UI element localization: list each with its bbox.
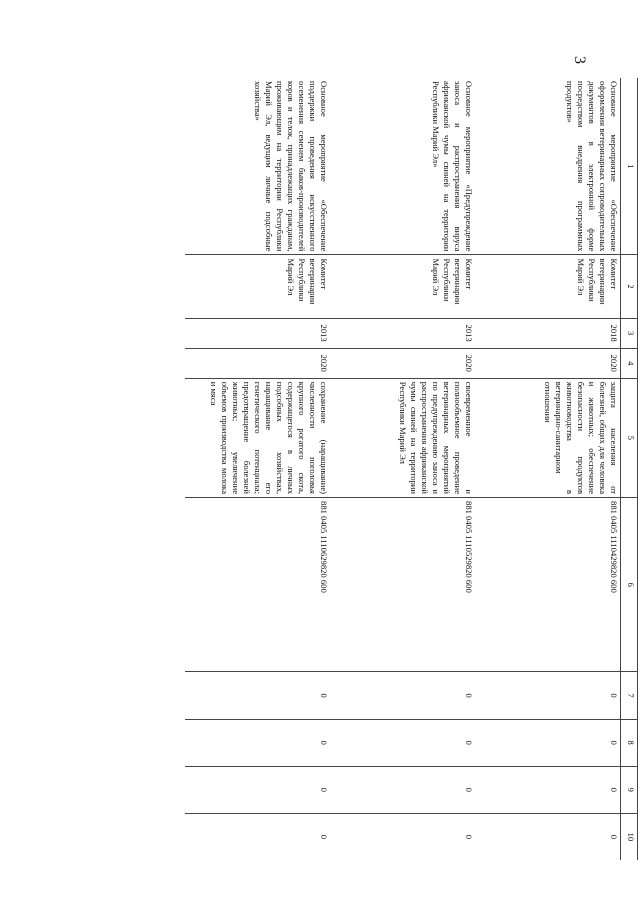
value-col-7: 0 bbox=[185, 672, 330, 719]
header-col-3: 3 bbox=[621, 318, 638, 348]
header-col-2: 2 bbox=[621, 255, 638, 318]
executor: Комитет ветеринарии Республики Марий Эл bbox=[185, 255, 330, 318]
expected-result: сохранение (наращивание) численности поголовья крупного рогатого скота, содержащегося в личных подсобных хозяйствах, наращивание его генетического потенциала; предотвращение болезней животных; увеличение объемов производства молока и мяса bbox=[185, 378, 330, 497]
table-header-row bbox=[621, 78, 638, 860]
executor: Комитет ветеринарии Республики Марий Эл bbox=[475, 255, 621, 318]
value-col-9: 0 bbox=[475, 766, 621, 813]
table-row bbox=[475, 78, 621, 860]
page-number: 3 bbox=[571, 56, 588, 64]
table-row bbox=[330, 78, 475, 860]
start-year: 2013 bbox=[185, 318, 330, 348]
value-col-8: 0 bbox=[330, 719, 475, 766]
value-col-7: 0 bbox=[475, 672, 621, 719]
executor: Комитет ветеринарии Республики Марий Эл bbox=[330, 255, 475, 318]
start-year: 2013 bbox=[330, 318, 475, 348]
activity-name: Основное мероприятие «Обеспечение оформления ветеринарных сопроводительных документов в электронной форме посредством внедрения программных продуктов» bbox=[475, 78, 621, 255]
header-col-5: 5 bbox=[621, 378, 638, 497]
value-col-9: 0 bbox=[185, 766, 330, 813]
header-col-1: 1 bbox=[621, 78, 638, 255]
header-col-9: 9 bbox=[621, 766, 638, 813]
header-col-8: 8 bbox=[621, 719, 638, 766]
table-row bbox=[185, 78, 330, 860]
value-col-9: 0 bbox=[330, 766, 475, 813]
header-col-7: 7 bbox=[621, 672, 638, 719]
activity-name: Основное мероприятие «Предупреждение заноса и распространения вируса африканской чумы свиней на территории Республики Марий Эл» bbox=[330, 78, 475, 255]
value-col-8: 0 bbox=[185, 719, 330, 766]
program-activities-table bbox=[185, 78, 638, 860]
activity-name: Основное мероприятие «Обеспечение поддержки проведения искусственного осеменения семенем быков-производителей коров и телок, принадлежащих гражданам, проживающим на территории Республики Марий Эл, ведущим личные подсобные хозяйства» bbox=[185, 78, 330, 255]
value-col-10: 0 bbox=[609, 834, 619, 840]
budget-code: 881 0405 1110529820 600 bbox=[330, 498, 475, 672]
end-year: 2020 bbox=[185, 348, 330, 378]
value-col-7: 0 bbox=[330, 672, 475, 719]
end-year: 2020 bbox=[330, 348, 475, 378]
value-col-10: 0 bbox=[464, 834, 474, 840]
budget-code: 881 0405 1110429820 600 bbox=[475, 498, 621, 672]
expected-result: своевременное и полнообъемное проведение ветеринарных мероприятий по предупреждению заноса и распространения африканской чумы свиней на территории Республики Марий Эл bbox=[330, 378, 475, 497]
header-col-4: 4 bbox=[621, 348, 638, 378]
rotated-table-sheet bbox=[144, 78, 638, 860]
value-col-10: 0 bbox=[319, 834, 329, 840]
header-col-6: 6 bbox=[621, 498, 638, 672]
start-year: 2018 bbox=[475, 318, 621, 348]
budget-code: 881 0405 1110629820 600 bbox=[185, 498, 330, 672]
end-year: 2020 bbox=[475, 348, 621, 378]
expected-result: защита населения от болезней, общих для человека и животных; обеспечение безопасности продуктов животноводства в ветеринарно-санитарном отношении bbox=[475, 378, 621, 497]
value-col-8: 0 bbox=[475, 719, 621, 766]
header-col-10: 10 bbox=[621, 813, 638, 860]
